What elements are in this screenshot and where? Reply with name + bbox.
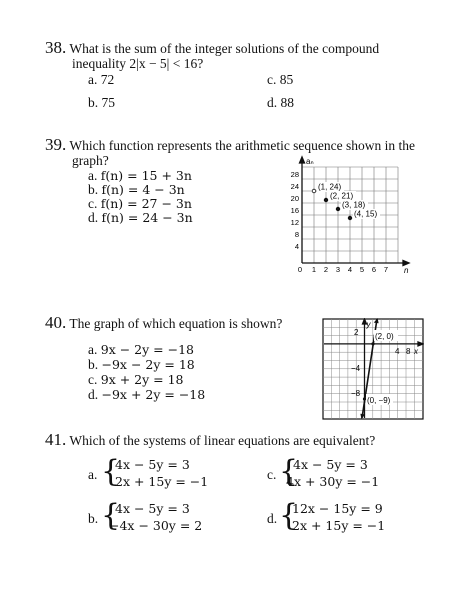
answer-option-d[interactable]: d. −9x + 2y = −18 [88, 387, 206, 402]
answer-option-d[interactable]: d. f(n) = 24 − 3n [88, 210, 193, 225]
x-axis-label: x [414, 347, 418, 356]
answer-option-c[interactable]: c. f(n) = 27 − 3n [88, 196, 192, 211]
x-tick-label: 2 [323, 265, 329, 274]
y-tick-label: 8 [294, 230, 299, 239]
graph-grid [302, 167, 398, 263]
option-letter: c. [267, 467, 277, 482]
option-letter: b. [88, 511, 99, 526]
question-number: 38. [45, 38, 67, 57]
question-40 [45, 313, 282, 333]
x-tick-label: 0 [297, 265, 303, 274]
question-text-line2: graph? [72, 153, 109, 168]
data-points [312, 182, 380, 220]
question-text: What is the sum of the integer solutions of the compound [69, 41, 380, 56]
question-text: Which of the systems of linear equations are equivalent? [69, 433, 376, 448]
point-label: (2, 21) [330, 191, 354, 201]
question-text-line2: inequality 2|x − 5| < 16? [72, 56, 204, 71]
y-axis-label: y [366, 320, 371, 329]
x-tick-label: 6 [371, 265, 377, 274]
answer-option-c[interactable]: c. 9x + 2y = 18 [88, 372, 184, 387]
y-tick-label: 20 [290, 194, 299, 203]
brace-icon: { [279, 454, 299, 489]
brace-icon: { [279, 498, 299, 533]
question-number: 40. [45, 313, 67, 332]
answer-option-c[interactable]: c. 85 [267, 72, 294, 87]
x-tick-label: 1 [311, 265, 317, 274]
answer-option-b[interactable]: b. f(n) = 4 − 3n [88, 182, 185, 197]
equation-2: 2x + 15y = −1 [292, 518, 386, 533]
question-number: 41. [45, 430, 67, 449]
question-text: Which function represents the arithmetic sequence shown in the [69, 138, 416, 153]
y-tick-label: 28 [290, 170, 299, 179]
answer-option-d[interactable]: d. 88 [267, 95, 294, 110]
point-label: (2, 0) [375, 332, 394, 341]
y-tick-labels [291, 170, 299, 251]
equation-2: −4x − 30y = 2 [109, 518, 203, 533]
question-text: The graph of which equation is shown? [69, 316, 283, 331]
line-graph [322, 318, 424, 420]
answer-option-a[interactable]: a. 72 [88, 72, 115, 87]
question-41 [45, 430, 375, 450]
sequence-point [312, 189, 316, 193]
y-tick-label: 4 [294, 242, 299, 251]
equation-2: 4x + 30y = −1 [286, 474, 380, 489]
answer-option-a[interactable]: a. 9x − 2y = −18 [88, 342, 194, 357]
sequence-point [348, 216, 352, 220]
answer-option-a[interactable]: a. f(n) = 15 + 3n [88, 168, 192, 183]
equation-2: 2x + 15y = −1 [115, 474, 209, 489]
sequence-point [336, 207, 340, 211]
x-tick-label: 7 [383, 265, 389, 274]
sequence-point [324, 198, 328, 202]
point-label: (1, 24) [318, 182, 342, 192]
point-label: (4, 15) [354, 209, 378, 219]
sequence-graph [290, 155, 420, 275]
y-tick-label: 2 [354, 328, 359, 337]
equation-1: 4x − 5y = 3 [115, 501, 190, 516]
y-tick-label: 16 [290, 206, 299, 215]
option-letter: a. [88, 467, 98, 482]
question-38 [45, 38, 379, 58]
y-tick-label: 24 [290, 182, 299, 191]
x-tick-label: 8 [406, 347, 411, 356]
x-tick-label: 4 [347, 265, 353, 274]
x-tick-labels [298, 265, 388, 274]
intercept-point [371, 342, 374, 345]
option-letter: d. [267, 511, 278, 526]
y-tick-label: −8 [351, 389, 361, 398]
brace-icon: { [101, 498, 121, 533]
y-tick-label: −4 [351, 364, 361, 373]
equation-1: 12x − 15y = 9 [292, 501, 383, 516]
equation-1: 4x − 5y = 3 [293, 457, 368, 472]
x-axis-label: n [404, 266, 409, 275]
x-tick-label: 5 [359, 265, 365, 274]
brace-icon: { [101, 454, 121, 489]
equation-1: 4x − 5y = 3 [115, 457, 190, 472]
intercept-point [363, 397, 366, 400]
answer-option-b[interactable]: b. −9x − 2y = 18 [88, 357, 195, 372]
x-tick-label: 3 [335, 265, 341, 274]
answer-option-b[interactable]: b. 75 [88, 95, 115, 110]
y-axis-label: aₙ [306, 157, 314, 166]
x-tick-label: 4 [395, 347, 400, 356]
point-label: (3, 18) [342, 200, 366, 210]
point-label: (0, −9) [367, 396, 391, 405]
y-tick-label: 12 [290, 218, 299, 227]
question-39 [45, 135, 415, 155]
question-number: 39. [45, 135, 67, 154]
